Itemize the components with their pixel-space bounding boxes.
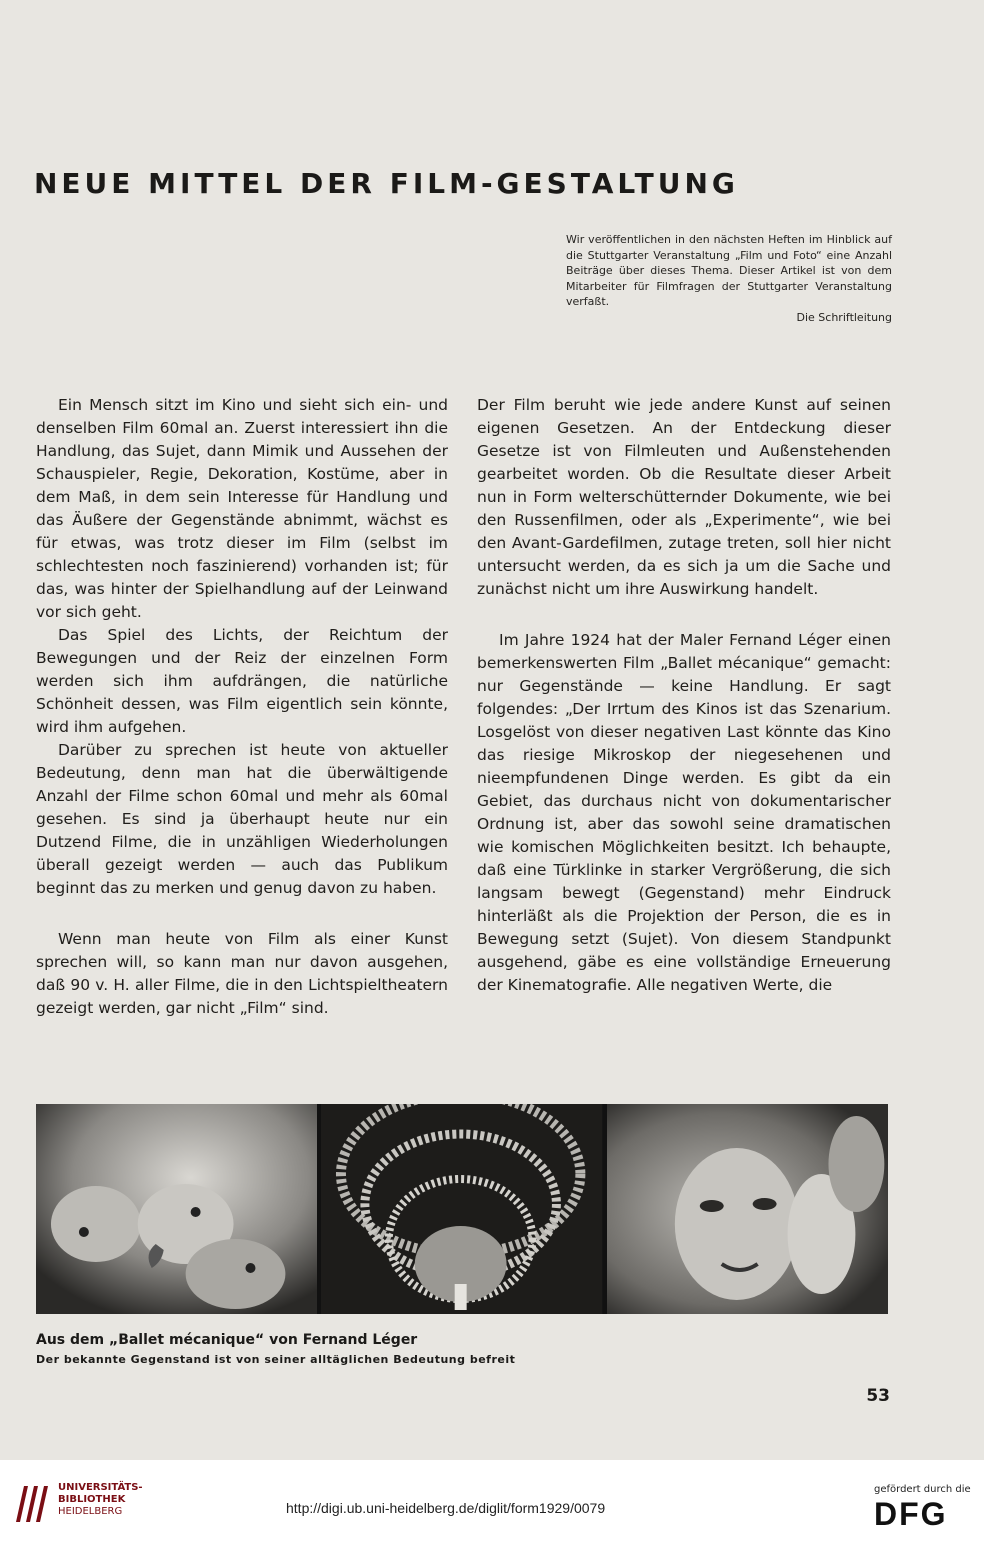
article-title: NEUE MITTEL DER FILM-GESTALTUNG (34, 167, 739, 200)
page-number: 53 (866, 1386, 890, 1406)
parrot-photo (36, 1104, 317, 1314)
glass-plates-photo (321, 1104, 602, 1314)
editorial-note-text: Wir veröffentlichen in den nächsten Heften im Hinblick auf die Stuttgarter Veranstaltung „Film und Foto“ eine Anzahl Beiträge über dieses Thema. Dieser Artikel ist von dem Mitarbeiter für Filmfragen der Stuttgarter Veranstaltung verfaßt. (566, 233, 892, 308)
source-url-link[interactable]: http://digi.ub.uni-heidelberg.de/diglit/form1929/0079 (286, 1500, 606, 1516)
paragraph: Im Jahre 1924 hat der Maler Fernand Léger einen bemerkenswerten Film „Ballet mécanique“ gemacht: nur Gegenstände — keine Handlung. Er sagt folgendes: „Der Irrtum des Kinos ist das Szenarium. Losgelöst von dieser negativen Last könnte das Kino das riesige Mikroskop der niegesehenen und nieempfundenen Dinge werden. Es gibt da ein Gebiet, das durchaus nicht von dokumentarischer Ordnung ist, aber das sowohl seine dramatischen wie komischen Möglichkeiten besitzt. Ich behaupte, daß eine Türklinke in starker Vergrößerung, die sich langsam bewegt (Gegenstand) mehr Eindruck hinterläßt als die Projektion der Person, die es in Bewegung setzt (Sujet). Von diesem Standpunkt ausgehend, gäbe es eine vollständige Erneuerung der Kinematografie. Alle negativen Werte, die (477, 631, 891, 994)
library-name (58, 1482, 143, 1518)
library-name-line: UNIVERSITÄTS- (58, 1482, 143, 1493)
right-column (477, 394, 891, 997)
paragraph: Ein Mensch sitzt im Kino und sieht sich ein- und denselben Film 60mal an. Zuerst interessiert ihn die Handlung, das Sujet, dann Mimik und Aussehen der Schauspieler, Regie, Dekoration, Kostüme, aber in dem Maß, in dem sein Interesse für Handlung und das Äußere der Gegenstände abnimmt, wächst es für etwas, was trotz dieser im Film (selbst im schlechtesten noch faszinierend) vorhanden ist; für das, was hinter der Spielhandlung auf der Leinwand vor sich geht. (36, 396, 448, 621)
paragraph: Darüber zu sprechen ist heute von aktueller Bedeutung, denn man hat die überwältigende Anzahl der Filme schon 60mal und mehr als 60mal gesehen. Es sind ja überhaupt heute nur ein Dutzend Filme, die in unzähligen Wiederholungen überall gezeigt werden — auch das Publikum beginnt das zu merken und genug davon zu haben. (36, 741, 448, 897)
editorial-signature: Die Schriftleitung (796, 310, 892, 324)
editorial-note (566, 232, 892, 325)
university-library-logo-icon (12, 1482, 52, 1526)
library-name-line: HEIDELBERG (58, 1506, 123, 1517)
dfg-logo: DFG (874, 1496, 948, 1532)
funding-text: gefördert durch die (874, 1484, 971, 1495)
paragraph: Der Film beruht wie jede andere Kunst auf seinen eigenen Gesetzen. An der Entdeckung dieser Gesetze ist von Filmleuten und Außenstehenden gearbeitet worden. Ob die Resultate dieser Arbeit nun in Form welterschütternder Dokumente, wie bei den Russenfilmen, oder als „Experimente“, wie bei den Avant-Gardefilmen, zutage treten, soll hier nicht untersucht werden, da es sich ja um die Sache und zunächst nicht um ihre Auswirkung handelt. (477, 396, 891, 598)
paragraph: Wenn man heute von Film als einer Kunst sprechen will, so kann man nur davon ausgehen, daß 90 v. H. aller Filme, die in den Lichtspieltheatern gezeigt werden, gar nicht „Film“ sind. (36, 930, 448, 1017)
library-name-line: BIBLIOTHEK (58, 1494, 126, 1505)
paragraph: Das Spiel des Lichts, der Reichtum der Bewegungen und der Reiz der einzelnen Form werden sich ihm aufdrängen, die natürliche Schönheit dessen, was Film eigentlich sein könnte, wird ihm aufgehen. (36, 626, 448, 736)
left-column (36, 394, 448, 1020)
digitization-footer (0, 1460, 984, 1541)
film-stills (36, 1104, 888, 1314)
face-photo (607, 1104, 888, 1314)
photo-caption-title: Aus dem „Ballet mécanique“ von Fernand Léger (36, 1332, 418, 1348)
photo-caption-subtitle: Der bekannte Gegenstand ist von seiner alltäglichen Bedeutung befreit (36, 1353, 516, 1366)
